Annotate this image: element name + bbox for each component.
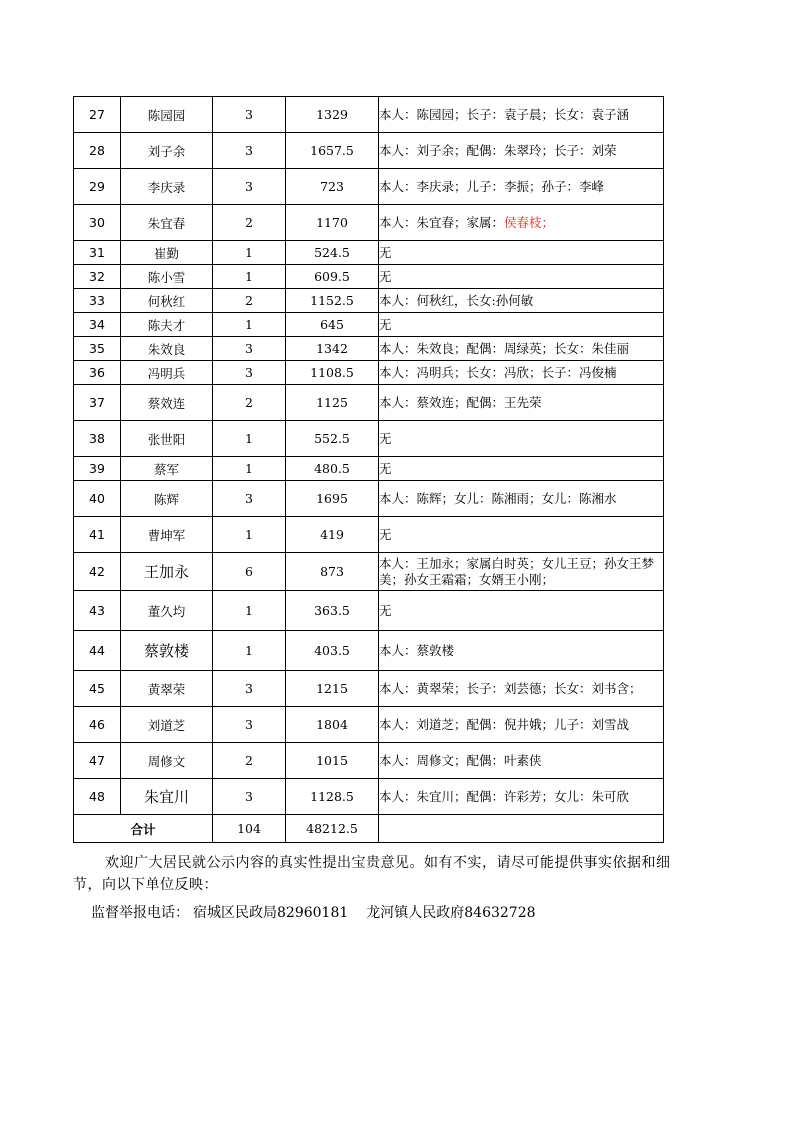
household-count: 1 <box>213 241 286 265</box>
amount: 1329 <box>286 97 379 133</box>
head-name: 陈夫才 <box>121 313 213 337</box>
amount: 1804 <box>286 707 379 743</box>
row-number: 36 <box>74 361 121 385</box>
family-members: 本人：李庆录；儿子：李振；孙子：李峰 <box>379 169 664 205</box>
row-number: 32 <box>74 265 121 289</box>
amount: 1125 <box>286 385 379 421</box>
head-name: 李庆录 <box>121 169 213 205</box>
total-members <box>379 815 664 843</box>
head-name: 陈辉 <box>121 481 213 517</box>
row-number: 28 <box>74 133 121 169</box>
household-count: 1 <box>213 591 286 631</box>
family-members: 无 <box>379 313 664 337</box>
family-members <box>379 205 664 241</box>
household-count: 3 <box>213 361 286 385</box>
table-row <box>74 779 664 815</box>
report-contact-civil-affairs: 宿城区民政局82960181 <box>193 905 349 921</box>
household-count: 1 <box>213 457 286 481</box>
row-number: 43 <box>74 591 121 631</box>
head-name: 董久均 <box>121 591 213 631</box>
total-amount: 48212.5 <box>286 815 379 843</box>
amount: 609.5 <box>286 265 379 289</box>
household-count: 1 <box>213 421 286 457</box>
head-name: 蔡敦楼 <box>121 631 213 671</box>
table-row <box>74 97 664 133</box>
amount: 419 <box>286 517 379 553</box>
table-row <box>74 385 664 421</box>
row-number: 38 <box>74 421 121 457</box>
head-name: 朱效良 <box>121 337 213 361</box>
table-row <box>74 133 664 169</box>
amount: 1128.5 <box>286 779 379 815</box>
amount: 1108.5 <box>286 361 379 385</box>
report-contact-town-government: 龙河镇人民政府84632728 <box>366 905 536 921</box>
amount: 645 <box>286 313 379 337</box>
family-members: 无 <box>379 591 664 631</box>
row-number: 35 <box>74 337 121 361</box>
family-members: 无 <box>379 517 664 553</box>
row-number: 27 <box>74 97 121 133</box>
household-count: 2 <box>213 743 286 779</box>
household-count: 3 <box>213 671 286 707</box>
household-count: 2 <box>213 289 286 313</box>
table-row <box>74 591 664 631</box>
row-number: 33 <box>74 289 121 313</box>
head-name: 朱宜川 <box>121 779 213 815</box>
amount: 363.5 <box>286 591 379 631</box>
family-members: 无 <box>379 241 664 265</box>
table-row <box>74 169 664 205</box>
table-row <box>74 743 664 779</box>
amount: 1695 <box>286 481 379 517</box>
table-row <box>74 337 664 361</box>
household-count: 3 <box>213 707 286 743</box>
head-name: 朱宜春 <box>121 205 213 241</box>
table-body <box>74 97 664 843</box>
amount: 1657.5 <box>286 133 379 169</box>
household-count: 3 <box>213 97 286 133</box>
family-members: 本人：陈辉；女儿：陈湘雨；女儿：陈湘水 <box>379 481 664 517</box>
members-text: 本人：朱宜春；家属： <box>379 214 505 230</box>
table-row <box>74 707 664 743</box>
family-members: 无 <box>379 457 664 481</box>
head-name: 张世阳 <box>121 421 213 457</box>
amount: 524.5 <box>286 241 379 265</box>
household-count: 3 <box>213 779 286 815</box>
amount: 552.5 <box>286 421 379 457</box>
family-members: 本人：蔡敦楼 <box>379 631 664 671</box>
row-number: 41 <box>74 517 121 553</box>
family-members: 本人：何秋红，长女:孙何敏 <box>379 289 664 313</box>
table-row <box>74 205 664 241</box>
table-row <box>74 671 664 707</box>
family-members: 本人：黄翠荣；长子：刘芸德；长女：刘书含； <box>379 671 664 707</box>
household-count: 1 <box>213 313 286 337</box>
notice-paragraph: 欢迎广大居民就公示内容的真实性提出宝贵意见。如有不实，请尽可能提供事实依据和细节，向以下单位反映： <box>73 855 671 893</box>
head-name: 崔勤 <box>121 241 213 265</box>
row-number: 47 <box>74 743 121 779</box>
family-members: 本人：蔡效连；配偶：王先荣 <box>379 385 664 421</box>
household-count: 1 <box>213 631 286 671</box>
head-name: 冯明兵 <box>121 361 213 385</box>
family-members: 本人：刘子余；配偶：朱翠玲；长子：刘荣 <box>379 133 664 169</box>
household-count: 6 <box>213 553 286 591</box>
public-notice <box>73 852 673 924</box>
row-number: 31 <box>74 241 121 265</box>
household-count: 2 <box>213 385 286 421</box>
table-row <box>74 361 664 385</box>
report-label: 监督举报电话： <box>91 905 189 921</box>
head-name: 黄翠荣 <box>121 671 213 707</box>
household-count: 1 <box>213 517 286 553</box>
table-row <box>74 631 664 671</box>
family-members: 本人：刘道芝；配偶：倪井娥；儿子：刘雪战 <box>379 707 664 743</box>
amount: 1152.5 <box>286 289 379 313</box>
household-count: 3 <box>213 337 286 361</box>
family-members: 无 <box>379 421 664 457</box>
row-number: 30 <box>74 205 121 241</box>
table-row <box>74 457 664 481</box>
amount: 480.5 <box>286 457 379 481</box>
family-members: 本人：朱效良；配偶：周绿英；长女：朱佳丽 <box>379 337 664 361</box>
family-members: 本人：陈园园；长子：袁子晨；长女：袁子涵 <box>379 97 664 133</box>
amount: 1170 <box>286 205 379 241</box>
table-row <box>74 481 664 517</box>
table-row <box>74 241 664 265</box>
total-label: 合计 <box>74 815 213 843</box>
household-count: 1 <box>213 265 286 289</box>
family-members: 本人：冯明兵；长女：冯欣；长子：冯俊楠 <box>379 361 664 385</box>
head-name: 刘道芝 <box>121 707 213 743</box>
row-number: 45 <box>74 671 121 707</box>
head-name: 何秋红 <box>121 289 213 313</box>
row-number: 46 <box>74 707 121 743</box>
family-members: 本人：周修文；配偶：叶素侠 <box>379 743 664 779</box>
table-row <box>74 421 664 457</box>
head-name: 陈小雪 <box>121 265 213 289</box>
head-name: 曹坤军 <box>121 517 213 553</box>
family-members: 本人：王加永；家属白时英；女儿王豆；孙女王梦美；孙女王霜霜；女婿王小刚； <box>379 553 664 591</box>
table-row <box>74 265 664 289</box>
table-row <box>74 517 664 553</box>
amount: 1215 <box>286 671 379 707</box>
family-members: 无 <box>379 265 664 289</box>
table-row <box>74 289 664 313</box>
head-name: 王加永 <box>121 553 213 591</box>
total-count: 104 <box>213 815 286 843</box>
total-row <box>74 815 664 843</box>
head-name: 蔡军 <box>121 457 213 481</box>
row-number: 34 <box>74 313 121 337</box>
amount: 723 <box>286 169 379 205</box>
household-count: 3 <box>213 481 286 517</box>
row-number: 29 <box>74 169 121 205</box>
row-number: 39 <box>74 457 121 481</box>
row-number: 42 <box>74 553 121 591</box>
report-line <box>91 902 673 924</box>
members-highlight: 侯春枝； <box>504 214 555 230</box>
amount: 403.5 <box>286 631 379 671</box>
head-name: 周修文 <box>121 743 213 779</box>
household-count: 3 <box>213 169 286 205</box>
head-name: 刘子余 <box>121 133 213 169</box>
family-members: 本人：朱宜川；配偶：许彩芳；女儿：朱可欣 <box>379 779 664 815</box>
household-count: 3 <box>213 133 286 169</box>
row-number: 40 <box>74 481 121 517</box>
amount: 1342 <box>286 337 379 361</box>
amount: 1015 <box>286 743 379 779</box>
head-name: 陈园园 <box>121 97 213 133</box>
table-row <box>74 553 664 591</box>
row-number: 37 <box>74 385 121 421</box>
household-count: 2 <box>213 205 286 241</box>
row-number: 48 <box>74 779 121 815</box>
beneficiary-table <box>73 96 664 843</box>
amount: 873 <box>286 553 379 591</box>
head-name: 蔡效连 <box>121 385 213 421</box>
table-row <box>74 313 664 337</box>
row-number: 44 <box>74 631 121 671</box>
